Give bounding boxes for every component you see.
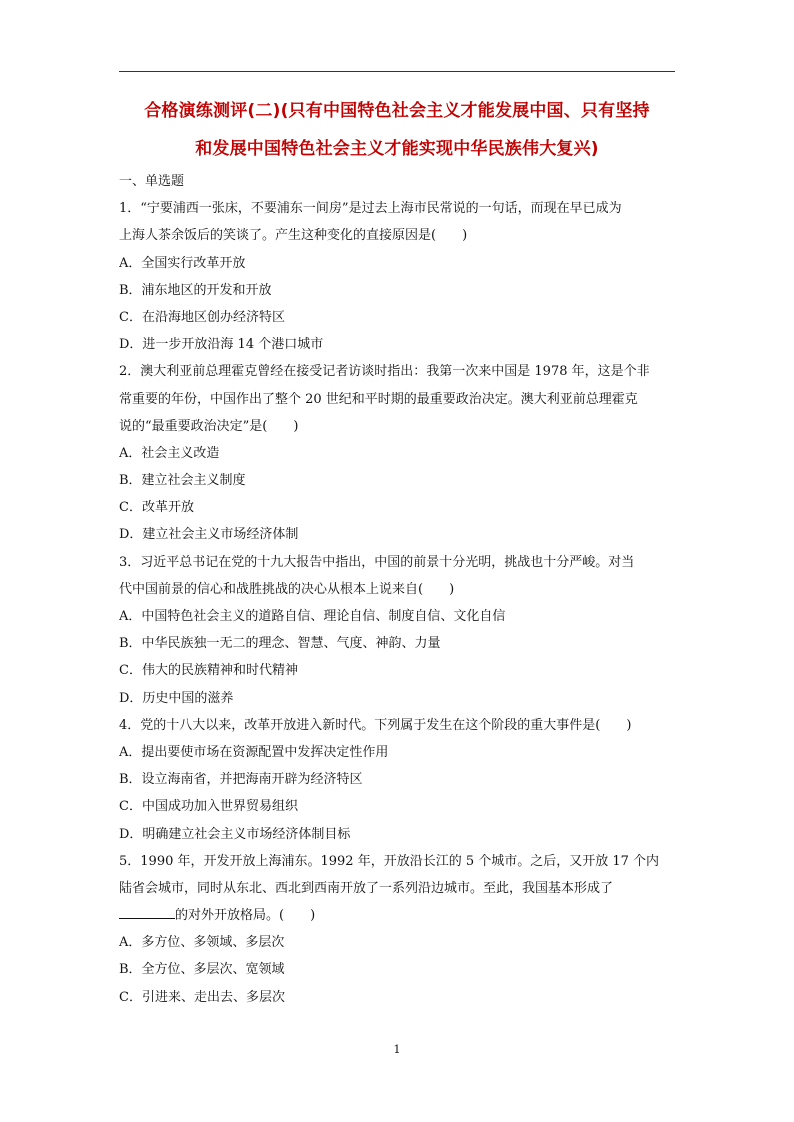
question-3-stem: 代中国前景的信心和战胜挑战的决心从根本上说来自( ): [119, 581, 455, 597]
question-3-stem: 3．习近平总书记在党的十九大报告中指出，中国的前景十分光明，挑战也十分严峻。对当: [119, 554, 635, 570]
question-5-stem: [119, 902, 679, 929]
question-2-option-c: C．改革开放: [119, 500, 194, 516]
header-rule: [119, 71, 675, 72]
question-2-stem: 说的“最重要政治决定”是( ): [119, 418, 299, 434]
question-1-stem: 上海人茶余饭后的笑谈了。产生这种变化的直接原因是( ): [119, 228, 468, 244]
question-3-option-d: D．历史中国的滋养: [119, 690, 234, 706]
document-title-line-2: 和发展中国特色社会主义才能实现中华民族伟大复兴): [195, 139, 599, 159]
document-title-line-1: 合格演练测评(二)(只有中国特色社会主义才能发展中国、只有坚持: [144, 101, 650, 121]
question-2-stem: 2．澳大利亚前总理霍克曾经在接受记者访谈时指出：我第一次来中国是 1978 年，这是个非: [119, 364, 650, 380]
question-5-stem-tail: 的对外开放格局。( ): [175, 908, 316, 924]
fill-in-blank: [119, 904, 175, 919]
question-3-option-c: C．伟大的民族精神和时代精神: [119, 663, 298, 679]
question-5-option-a: A．多方位、多领域、多层次: [119, 935, 285, 951]
question-4-option-b: B．设立海南省，并把海南开辟为经济特区: [119, 772, 363, 788]
question-1-option-d: D．进一步开放沿海 14 个港口城市: [119, 337, 324, 353]
question-5-option-c: C．引进来、走出去、多层次: [119, 989, 285, 1005]
question-1-option-c: C．在沿海地区创办经济特区: [119, 309, 285, 325]
question-4-option-c: C．中国成功加入世界贸易组织: [119, 799, 298, 815]
question-4-option-d: D．明确建立社会主义市场经济体制目标: [119, 826, 351, 842]
question-5-stem: 5．1990 年，开发开放上海浦东。1992 年，开放沿长江的 5 个城市。之后，又开放 17 个内: [119, 853, 660, 869]
section-heading: 一、单选题: [119, 174, 185, 189]
question-2-option-a: A．社会主义改造: [119, 445, 220, 461]
question-2-option-b: B．建立社会主义制度: [119, 473, 246, 489]
question-3-option-a: A．中国特色社会主义的道路自信、理论自信、制度自信、文化自信: [119, 609, 506, 624]
question-4-stem: 4．党的十八大以来，改革开放进入新时代。下列属于发生在这个阶段的重大事件是( ): [119, 717, 632, 733]
question-1-stem: 1．“宁要浦西一张床，不要浦东一间房”是过去上海市民常说的一句话，而现在早已成为: [119, 201, 622, 217]
page-number: 1: [393, 1043, 401, 1056]
question-2-option-d: D．建立社会主义市场经济体制: [119, 527, 299, 543]
question-2-stem: 常重要的年份，中国作出了整个 20 世纪和平时期的最重要政治决定。澳大利亚前总理霍克: [119, 391, 638, 407]
question-1-option-b: B．浦东地区的开发和开放: [119, 282, 272, 298]
question-4-option-a: A．提出要使市场在资源配置中发挥决定性作用: [119, 744, 389, 760]
question-1-option-a: A．全国实行改革开放: [119, 255, 246, 271]
question-content: [119, 168, 679, 1011]
question-3-option-b: B．中华民族独一无二的理念、智慧、气度、神韵、力量: [119, 636, 441, 652]
question-5-stem: 陆省会城市，同时从东北、西北到西南开放了一系列沿边城市。至此，我国基本形成了: [119, 880, 614, 896]
question-5-option-b: B．全方位、多层次、宽领域: [119, 962, 285, 978]
